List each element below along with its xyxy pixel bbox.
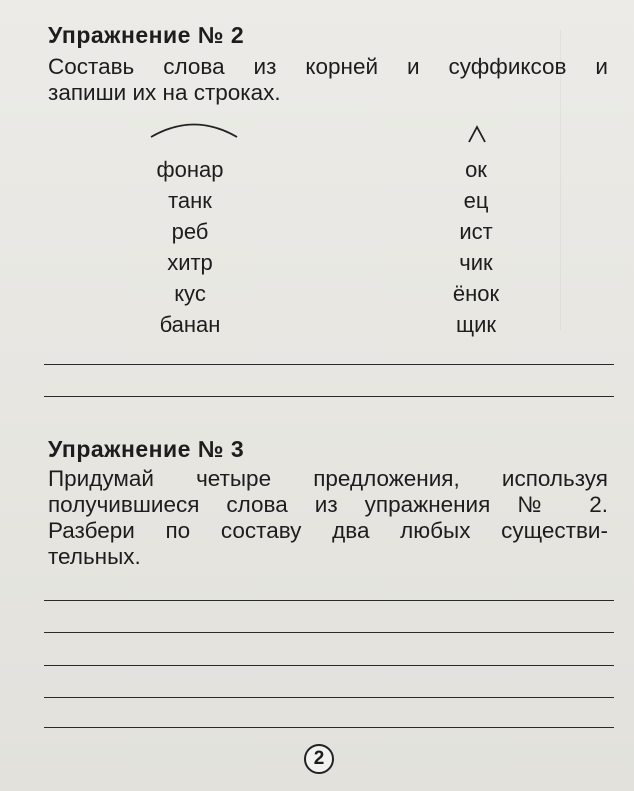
exercise-3-title: Упражнение № 3 <box>48 436 245 462</box>
exercise-3-instruction-line-4: тельных. <box>48 544 141 569</box>
root-word: фонар <box>156 157 224 182</box>
writing-line[interactable] <box>44 665 614 666</box>
exercise-3-instruction-line-1: Придумай четыре предложения, используя <box>48 466 608 491</box>
writing-line[interactable] <box>44 396 614 397</box>
root-word: реб <box>171 219 209 244</box>
suffix-word: ист <box>459 219 493 244</box>
writing-line[interactable] <box>44 600 614 601</box>
suffix-word: ёнок <box>452 281 500 306</box>
exercise-2-instruction-line-2: запиши их на строках. <box>48 80 281 105</box>
suffix-word: ок <box>465 157 487 182</box>
exercise-2-instruction <box>48 54 608 106</box>
root-word: хитр <box>167 250 213 275</box>
root-word: танк <box>168 188 212 213</box>
exercise-2-title: Упражнение № 2 <box>48 22 245 48</box>
page-number: 2 <box>304 744 334 774</box>
suffix-word: щик <box>455 312 496 337</box>
writing-line[interactable] <box>44 727 614 728</box>
exercise-3-instruction-line-3: Разбери по составу два любых существи- <box>48 518 608 543</box>
writing-line[interactable] <box>44 364 614 365</box>
suffix-caret-icon <box>466 124 488 144</box>
exercise-3-instruction <box>48 466 608 570</box>
writing-line[interactable] <box>44 697 614 698</box>
suffix-word: чик <box>459 250 493 275</box>
root-arc-icon <box>148 118 240 140</box>
writing-line[interactable] <box>44 632 614 633</box>
suffix-word: ец <box>463 188 489 213</box>
exercise-2-instruction-line-1: Составь слова из корней и суффиксов и <box>48 54 608 79</box>
root-word: кус <box>174 281 206 306</box>
exercise-3-instruction-line-2: получившиеся слова из упражнения № 2. <box>48 492 608 517</box>
root-word: банан <box>159 312 221 337</box>
